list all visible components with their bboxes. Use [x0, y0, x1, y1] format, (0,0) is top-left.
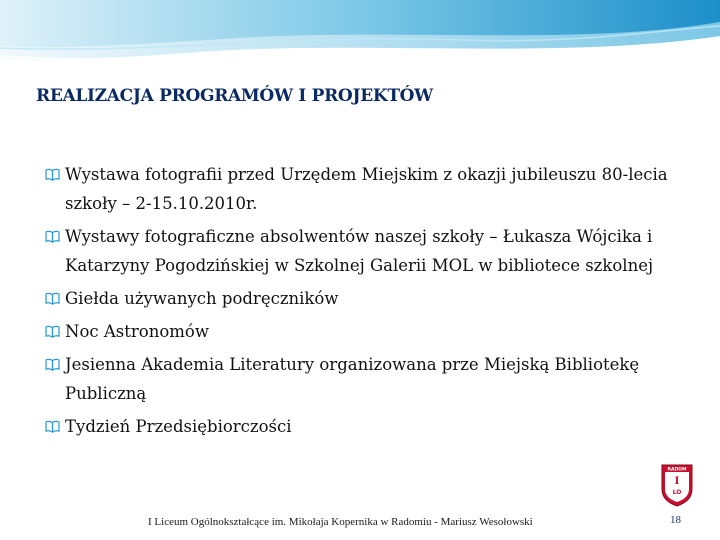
logo-bottom-text: LO [672, 489, 682, 496]
book-icon [44, 290, 61, 307]
logo-number: I [674, 476, 680, 487]
bullet-text: Jesienna Akademia Literatury organizowana prze Miejską Bibliotekę Publiczną [65, 355, 640, 403]
bullet-item [44, 350, 684, 408]
bullet-item [44, 222, 684, 280]
bullet-list [44, 160, 684, 445]
decorative-wave-band [0, 0, 720, 70]
school-logo [659, 463, 695, 507]
bullet-text: Wystawy fotograficzne absolwentów naszej szkoły – Łukasza Wójcika i Katarzyny Pogodzińskiej w Szkolnej Galerii MOL w bibliotece szkolnej [65, 227, 654, 275]
book-icon [44, 356, 61, 373]
bullet-text: Tydzień Przedsiębiorczości [65, 417, 292, 436]
book-icon [44, 418, 61, 435]
bullet-item [44, 412, 684, 441]
bullet-item [44, 284, 684, 313]
book-icon [44, 166, 61, 183]
bullet-text: Giełda używanych podręczników [65, 289, 339, 308]
bullet-item [44, 317, 684, 346]
logo-top-text: RADOM [667, 467, 687, 473]
book-icon [44, 323, 61, 340]
slide-title: REALIZACJA PROGRAMÓW I PROJEKTÓW [36, 86, 433, 106]
page-number: 18 [670, 514, 681, 526]
book-icon [44, 228, 61, 245]
slide-footer: I Liceum Ogólnokształcące im. Mikołaja Kopernika w Radomiu - Mariusz Wesołowski [148, 516, 533, 528]
bullet-item [44, 160, 684, 218]
bullet-text: Noc Astronomów [65, 322, 209, 341]
bullet-text: Wystawa fotografii przed Urzędem Miejskim z okazji jubileuszu 80-lecia szkoły – 2-15.10.2010r. [65, 165, 668, 213]
